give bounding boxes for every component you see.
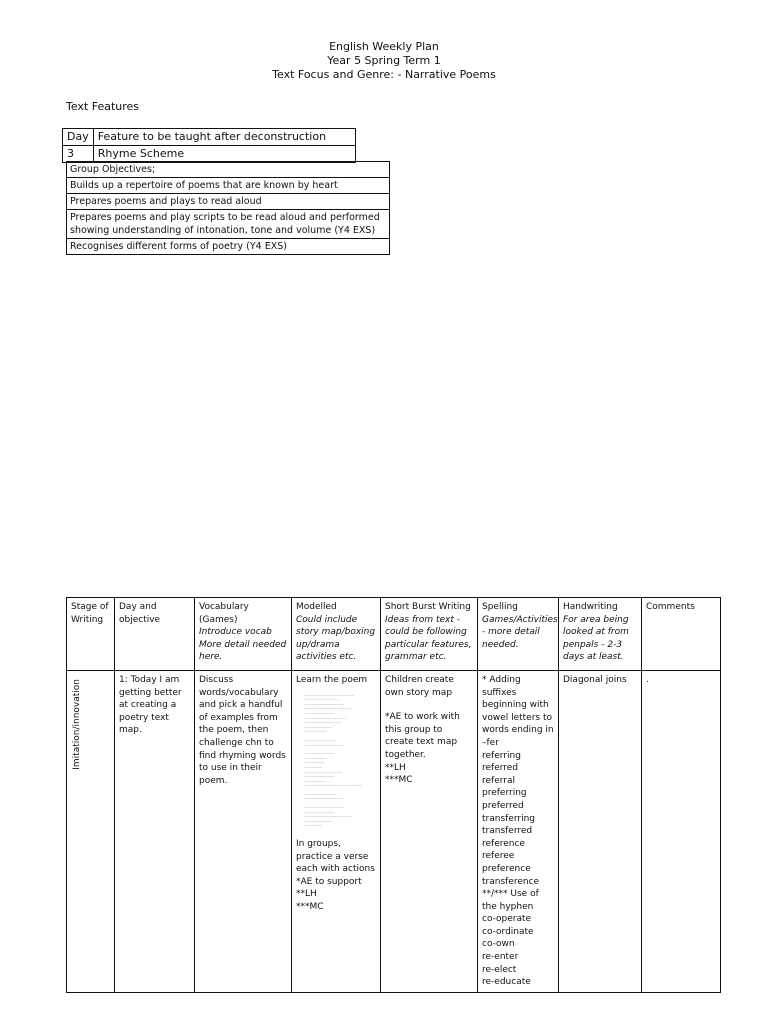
header-text-focus: Text Focus and Genre: - Narrative Poems: [272, 68, 496, 81]
plan-header: [0, 40, 768, 82]
stage-label: Imitation/innovation: [72, 679, 82, 770]
cell-stage: [67, 671, 115, 993]
cell-spelling: [478, 671, 559, 993]
poem-thumbnail-image: ~~~~~~~~~~~~~~~~~~~~ ~~~~~~~~~~~~~~ ~~~~~~~~~~~~~~~~ ~~~~~~~~~~~~~~~~~~~ ~~~~~~~~~~~~ ~~~~~~~~~~~~~~~~~ ~~~~~~~~~~~~~~~ ~~~~~~~~~~~ ~~~~~~~~~ ~~~~~~~~~~~~~ ~~~~~~~~~~~~~~~~ ~~~~~~~~~~~~ ~~~~~~~~~ ~~~~~~~~ ~~~~~~~ ~~~~~~~~~~~~~~~ ~~~~~~~~~~~~ ~~~~~~~~~ ~~~~~~~~~~~~~~~~~~~~~~~ ~~~~~~~~~~~~~ ~~~~~~~~~~~~~~~~ ~~~~~~~~~~~~~~~~ ~~~~~~~~~~~~ ~~~~~~~~~~~~~~~~~~~ ~~~~~~~~~~~ ~~~~~~~: [304, 692, 362, 828]
col-day: Day and objective: [115, 598, 195, 671]
hyphen-word: co-operate: [482, 914, 532, 925]
objective-item: Prepares poems and plays to read aloud: [67, 194, 390, 210]
hyphen-word: re-elect: [482, 964, 517, 975]
col-modelled-title: Modelled: [296, 602, 337, 612]
spelling-word: referred: [482, 763, 519, 774]
plan-header-row: [67, 598, 721, 671]
col-vocabulary-note: Introduce vocab More detail needed here.: [199, 627, 287, 663]
feature-col-feature: Feature to be taught after deconstruction: [93, 129, 355, 146]
col-spelling-title: Spelling: [482, 602, 518, 612]
spelling-word: referring: [482, 750, 521, 761]
hyphen-word: co-ordinate: [482, 926, 534, 937]
short-burst-mc: ***MC: [385, 775, 413, 786]
text-features-label: Text Features: [66, 100, 140, 113]
hyphen-word: co-own: [482, 939, 515, 950]
col-comments: Comments: [642, 598, 721, 671]
col-spelling-note: Games/Activities - more detail needed.: [482, 614, 558, 650]
spelling-hyphen-intro: **/*** Use of the hyphen: [482, 889, 539, 912]
modelled-support: *AE to support: [296, 876, 362, 887]
modelled-mc: ***MC: [296, 902, 324, 912]
header-year-term: Year 5 Spring Term 1: [327, 54, 441, 67]
col-short-burst-title: Short Burst Writing: [385, 602, 471, 612]
col-modelled-note: Could include story map/boxing up/drama activities etc.: [296, 614, 376, 663]
header-title: English Weekly Plan: [329, 40, 439, 53]
objective-item: Recognises different forms of poetry (Y4 EXS): [67, 239, 390, 255]
spelling-word: preference: [482, 863, 531, 874]
weekly-plan-table: [66, 597, 721, 993]
feature-table-row: [63, 146, 356, 163]
hyphen-word: re-enter: [482, 952, 519, 963]
objective-item: Prepares poems and play scripts to be read aloud and performed showing understanding of intonation, tone and volume (Y4 EXS): [67, 210, 390, 239]
col-short-burst-note: Ideas from text - could be following particular features, grammar etc.: [385, 614, 472, 663]
spelling-word: reference: [482, 838, 525, 849]
feature-row-day: 3: [63, 146, 94, 163]
col-vocabulary: [195, 598, 292, 671]
col-vocabulary-title: Vocabulary (Games): [199, 602, 249, 625]
spelling-word: transference: [482, 876, 540, 887]
hyphen-word: re-educate: [482, 977, 531, 988]
spelling-word: transferring: [482, 813, 536, 824]
objective-item: Builds up a repertoire of poems that are known by heart: [67, 178, 390, 194]
col-short-burst: [381, 598, 478, 671]
spelling-intro: * Adding suffixes beginning with vowel letters to words ending in –fer: [482, 675, 554, 748]
cell-handwriting: Diagonal joins: [559, 671, 642, 993]
group-objectives-table: [66, 161, 390, 255]
feature-table-header-row: [63, 129, 356, 146]
cell-day: 1: Today I am getting better at creating a poetry text map.: [115, 671, 195, 993]
col-handwriting: [559, 598, 642, 671]
plan-row: [67, 671, 721, 993]
modelled-lh: **LH: [296, 889, 317, 900]
short-burst-support: *AE to work with this group to create text map together.: [385, 712, 460, 760]
spelling-word: preferring: [482, 788, 527, 799]
col-handwriting-title: Handwriting: [563, 602, 618, 612]
spelling-word: preferred: [482, 800, 524, 811]
group-objectives-title: Group Objectives;: [67, 162, 390, 178]
cell-vocabulary: Discuss words/vocabulary and pick a handful of examples from the poem, then challenge chn to find rhyming words to use in their poem.: [195, 671, 292, 993]
feature-row-feature: Rhyme Scheme: [93, 146, 355, 163]
cell-modelled: [292, 671, 381, 993]
cell-short-burst: [381, 671, 478, 993]
modelled-learn: Learn the poem: [296, 675, 368, 685]
feature-col-day: Day: [63, 129, 94, 146]
spelling-word: referee: [482, 851, 515, 862]
modelled-groups: In groups, practice a verse each with actions: [296, 839, 375, 875]
short-burst-task: Children create own story map: [385, 675, 454, 698]
feature-table: [62, 128, 356, 163]
spelling-word: referral: [482, 775, 516, 786]
col-spelling: [478, 598, 559, 671]
spelling-word: transferred: [482, 826, 533, 837]
cell-comments: .: [642, 671, 721, 993]
col-handwriting-note: For area being looked at from penpals - 2-3 days at least.: [563, 614, 629, 663]
col-modelled: [292, 598, 381, 671]
col-stage: Stage of Writing: [67, 598, 115, 671]
short-burst-lh: **LH: [385, 762, 406, 773]
